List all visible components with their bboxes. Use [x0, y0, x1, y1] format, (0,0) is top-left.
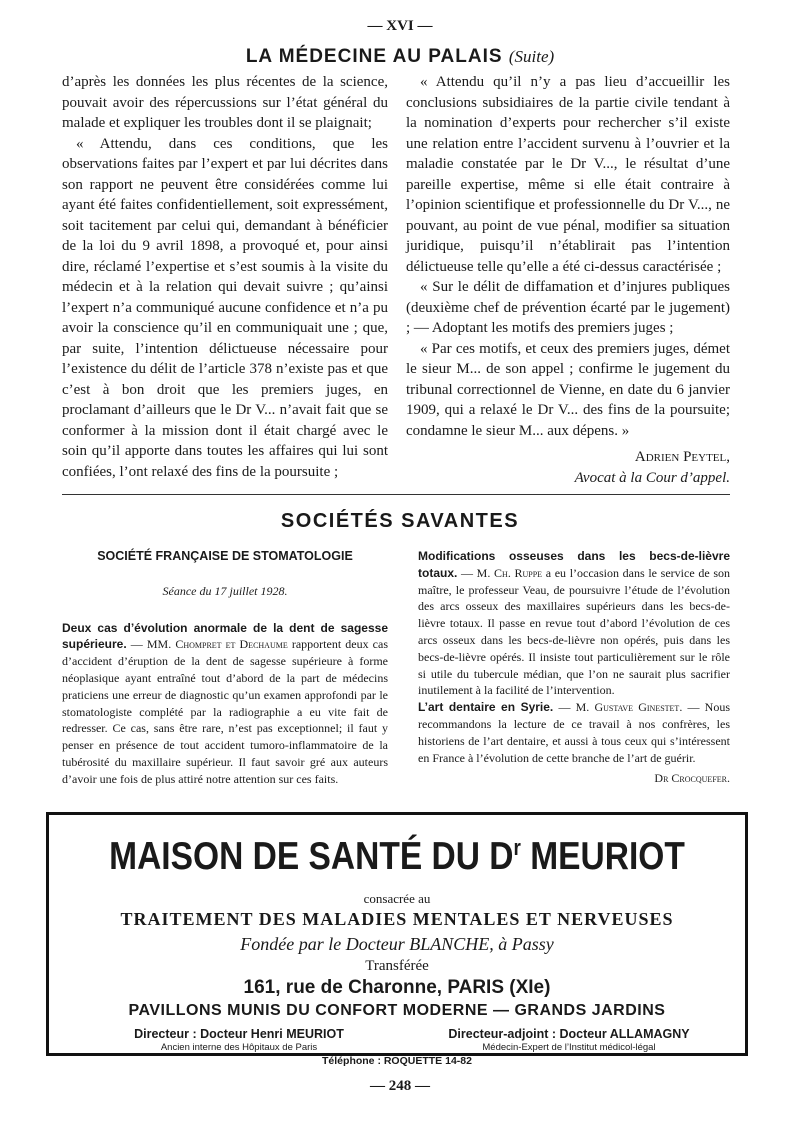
page-number: — 248 —	[370, 1078, 430, 1094]
deputy-sub: Médecin-Expert de l’Institut médicol-légal	[482, 1042, 656, 1053]
advert-transferee: Transférée	[365, 958, 429, 974]
palais-paragraph: « Attendu, dans ces conditions, que les observations faites par l’expert et par lui décrites dans son rapport ne peuvent être considérées comme lui ayant été faites confidentiellement, soit expressément, soit tacitement par celui qui, demandant à bénéficier de la loi du 9 avril 1898, a provoqué et, pour ainsi dire, réclamé l’expertise et s’est soumis à la visite du médecin et à la relation qui devait suivre ; qu’ainsi l’expert n’a communiqué aucune confidence et n’a pu avoir la conscience qu’il en communiquait une ; que, par suite, l’intention délictueuse nécessaire pour l’existence du délit de l’article 378 n’existe pas et que c’est à bon droit que les premiers juges, en proclamant d’ailleurs que le Dr V... n’avait fait que se conformer à la mission dont il était chargé avec le soin qu’il apporte dans toutes les affaires qui lui sont confiées, l’ont relaxé des fins de la poursuite ;	[62, 135, 388, 480]
advert-headline	[98, 835, 697, 879]
advert-director	[89, 1027, 389, 1055]
societes-left-column	[62, 548, 388, 788]
section-title-suite: (Suite)	[508, 47, 555, 66]
palais-paragraph: d’après les données les plus récentes de la science, pouvait avoir des répercussions sur l’état général du malade et expliquer les troubles dont il se plaignait;	[62, 74, 388, 131]
palais-paragraph: « Par ces motifs, et ceux des premiers juges, démet le sieur M... de son appel ; confirme le jugement du tribunal correctionnel de Vienne, en date du 6 janvier 1909, qui a relaxé le Dr V... des fins de la poursuite; condamne le sieur M... aux dépens. »	[406, 340, 730, 439]
communication-item	[418, 699, 730, 766]
deputy-label: Directeur-adjoint : Docteur ALLAMAGNY	[448, 1027, 690, 1041]
advert-fondee: Fondée par le Docteur BLANCHE, à Passy	[240, 934, 554, 954]
section-divider	[62, 494, 730, 495]
advert-traitement: TRAITEMENT DES MALADIES MENTALES ET NERVEUSES	[120, 909, 674, 929]
item-dash: — M.	[457, 565, 495, 580]
item-title: Deux cas d’évolution anormale de la dent de sagesse supérieure.	[62, 620, 388, 652]
advert-headline-sup: r	[513, 835, 521, 860]
item-dash: — MM.	[126, 637, 176, 652]
advert-deputy	[419, 1027, 719, 1055]
seance-date: Séance du 17 juillet 1928.	[162, 583, 288, 598]
signature-role: Avocat à la Cour d’appel.	[574, 469, 730, 486]
societes-title: SOCIÉTÉS SAVANTES	[280, 510, 520, 532]
item-authors: Chompret et Dechaume	[175, 637, 288, 652]
page-header-roman: — XVI —	[367, 18, 433, 34]
director-label: Directeur : Docteur Henri MEURIOT	[134, 1027, 344, 1041]
advert-headline-main: MAISON DE SANTÉ DU D	[109, 835, 514, 878]
palais-paragraph: « Sur le délit de diffamation et d’injures publiques (deuxième chef de prévention écarté par le jugement) ; — Adoptant les motifs des premiers juges ;	[406, 279, 730, 336]
advert-telephone: Téléphone : ROQUETTE 14-82	[322, 1055, 472, 1067]
item-authors: Ch. Ruppe	[494, 565, 543, 580]
item-body: — Nous recommandons la lecture de ce travail à nos confrères, les historiens de l’art dentaire, et aussi à tous ceux qui s’intéressent en France à l’évolution de cette branche de l’art de guérir.	[418, 700, 731, 765]
section-title	[0, 46, 800, 68]
palais-paragraph: « Attendu qu’il n’y a pas lieu d’accueillir les conclusions subsidiaires de la partie civile tendant à la nomination d’experts pour rechercher s’il existe une relation entre l’accident survenu à l’ouvrier et la maladie constatée par le Dr V..., le résultat d’une pareille expertise, même si elle était contraire à l’opinion scientifique et professionnelle du Dr V..., ne pouvant, au point de vue pénal, modifier sa situation juridique, puisqu’il n’établirait pas l’intention délictueuse telle qu’elle a été ci-dessus caractérisée ;	[406, 74, 730, 275]
item-dash: — M.	[553, 700, 595, 715]
advert-address: 161, rue de Charonne, PARIS (XIe)	[243, 977, 551, 998]
advertisement-box	[46, 812, 748, 1067]
advert-consacree: consacrée au	[363, 891, 431, 906]
advert-pavillons: PAVILLONS MUNIS DU CONFORT MODERNE — GRANDS JARDINS	[128, 1002, 666, 1019]
signature-name: Adrien Peytel,	[634, 449, 730, 465]
palais-signature	[406, 447, 730, 488]
societes-signature: Dr Crocquefer.	[654, 771, 730, 786]
palais-left-column	[62, 72, 388, 482]
societes-right-column	[418, 548, 730, 787]
society-name: SOCIÉTÉ FRANÇAISE DE STOMATOLOGIE	[97, 549, 353, 563]
communication-item	[62, 620, 388, 788]
item-body: a eu l’occasion dans le service de son maître, le professeur Veau, de poursuivre l’étude de l’évolution des arcs osseux des maxillaires supérieurs dans les becs-de-lièvre totaux. Il passe en revue tout d’abord l’évolution de ces arcs osseux dans les becs-de-lièvre non opérés, puis dans les becs-de-lièvre opérés. Il insiste tout particulièrement sur le rôle si utile du tubercule médian, que l’on ne saurait plus sacrifier inutilement à la facilité de l’intervention.	[418, 565, 730, 698]
item-title: Modifications osseuses dans les becs-de-lièvre totaux.	[418, 549, 730, 580]
item-title: L’art dentaire en Syrie.	[418, 700, 554, 715]
communication-item	[418, 548, 730, 699]
palais-right-column	[406, 72, 730, 488]
item-body: rapportent deux cas d’accident d’éruption de la dent de sagesse supérieure à forme néoplasique ayant entraîné tout d’abord de la part de médecins praticiens une erreur de diagnostic qu’un examen approfondi par le stomatologiste complété par la radiographie a eu vite fait de redresser. Ce cas, sans être rare, n’est pas exceptionnel; il faut y penser en présence de tout accident tumoro-inflammatoire de la tubérosité du maxillaire supérieur. Il faut savoir gré aux auteurs d’avoir une fois de plus attiré notre attention sur ces faits.	[62, 637, 388, 786]
item-authors: Gustave Ginestet.	[594, 700, 683, 715]
director-sub: Ancien interne des Hôpitaux de Paris	[160, 1042, 318, 1053]
advert-headline-end: MEURIOT	[520, 835, 685, 878]
section-title-text: LA MÉDECINE AU PALAIS	[245, 46, 503, 67]
